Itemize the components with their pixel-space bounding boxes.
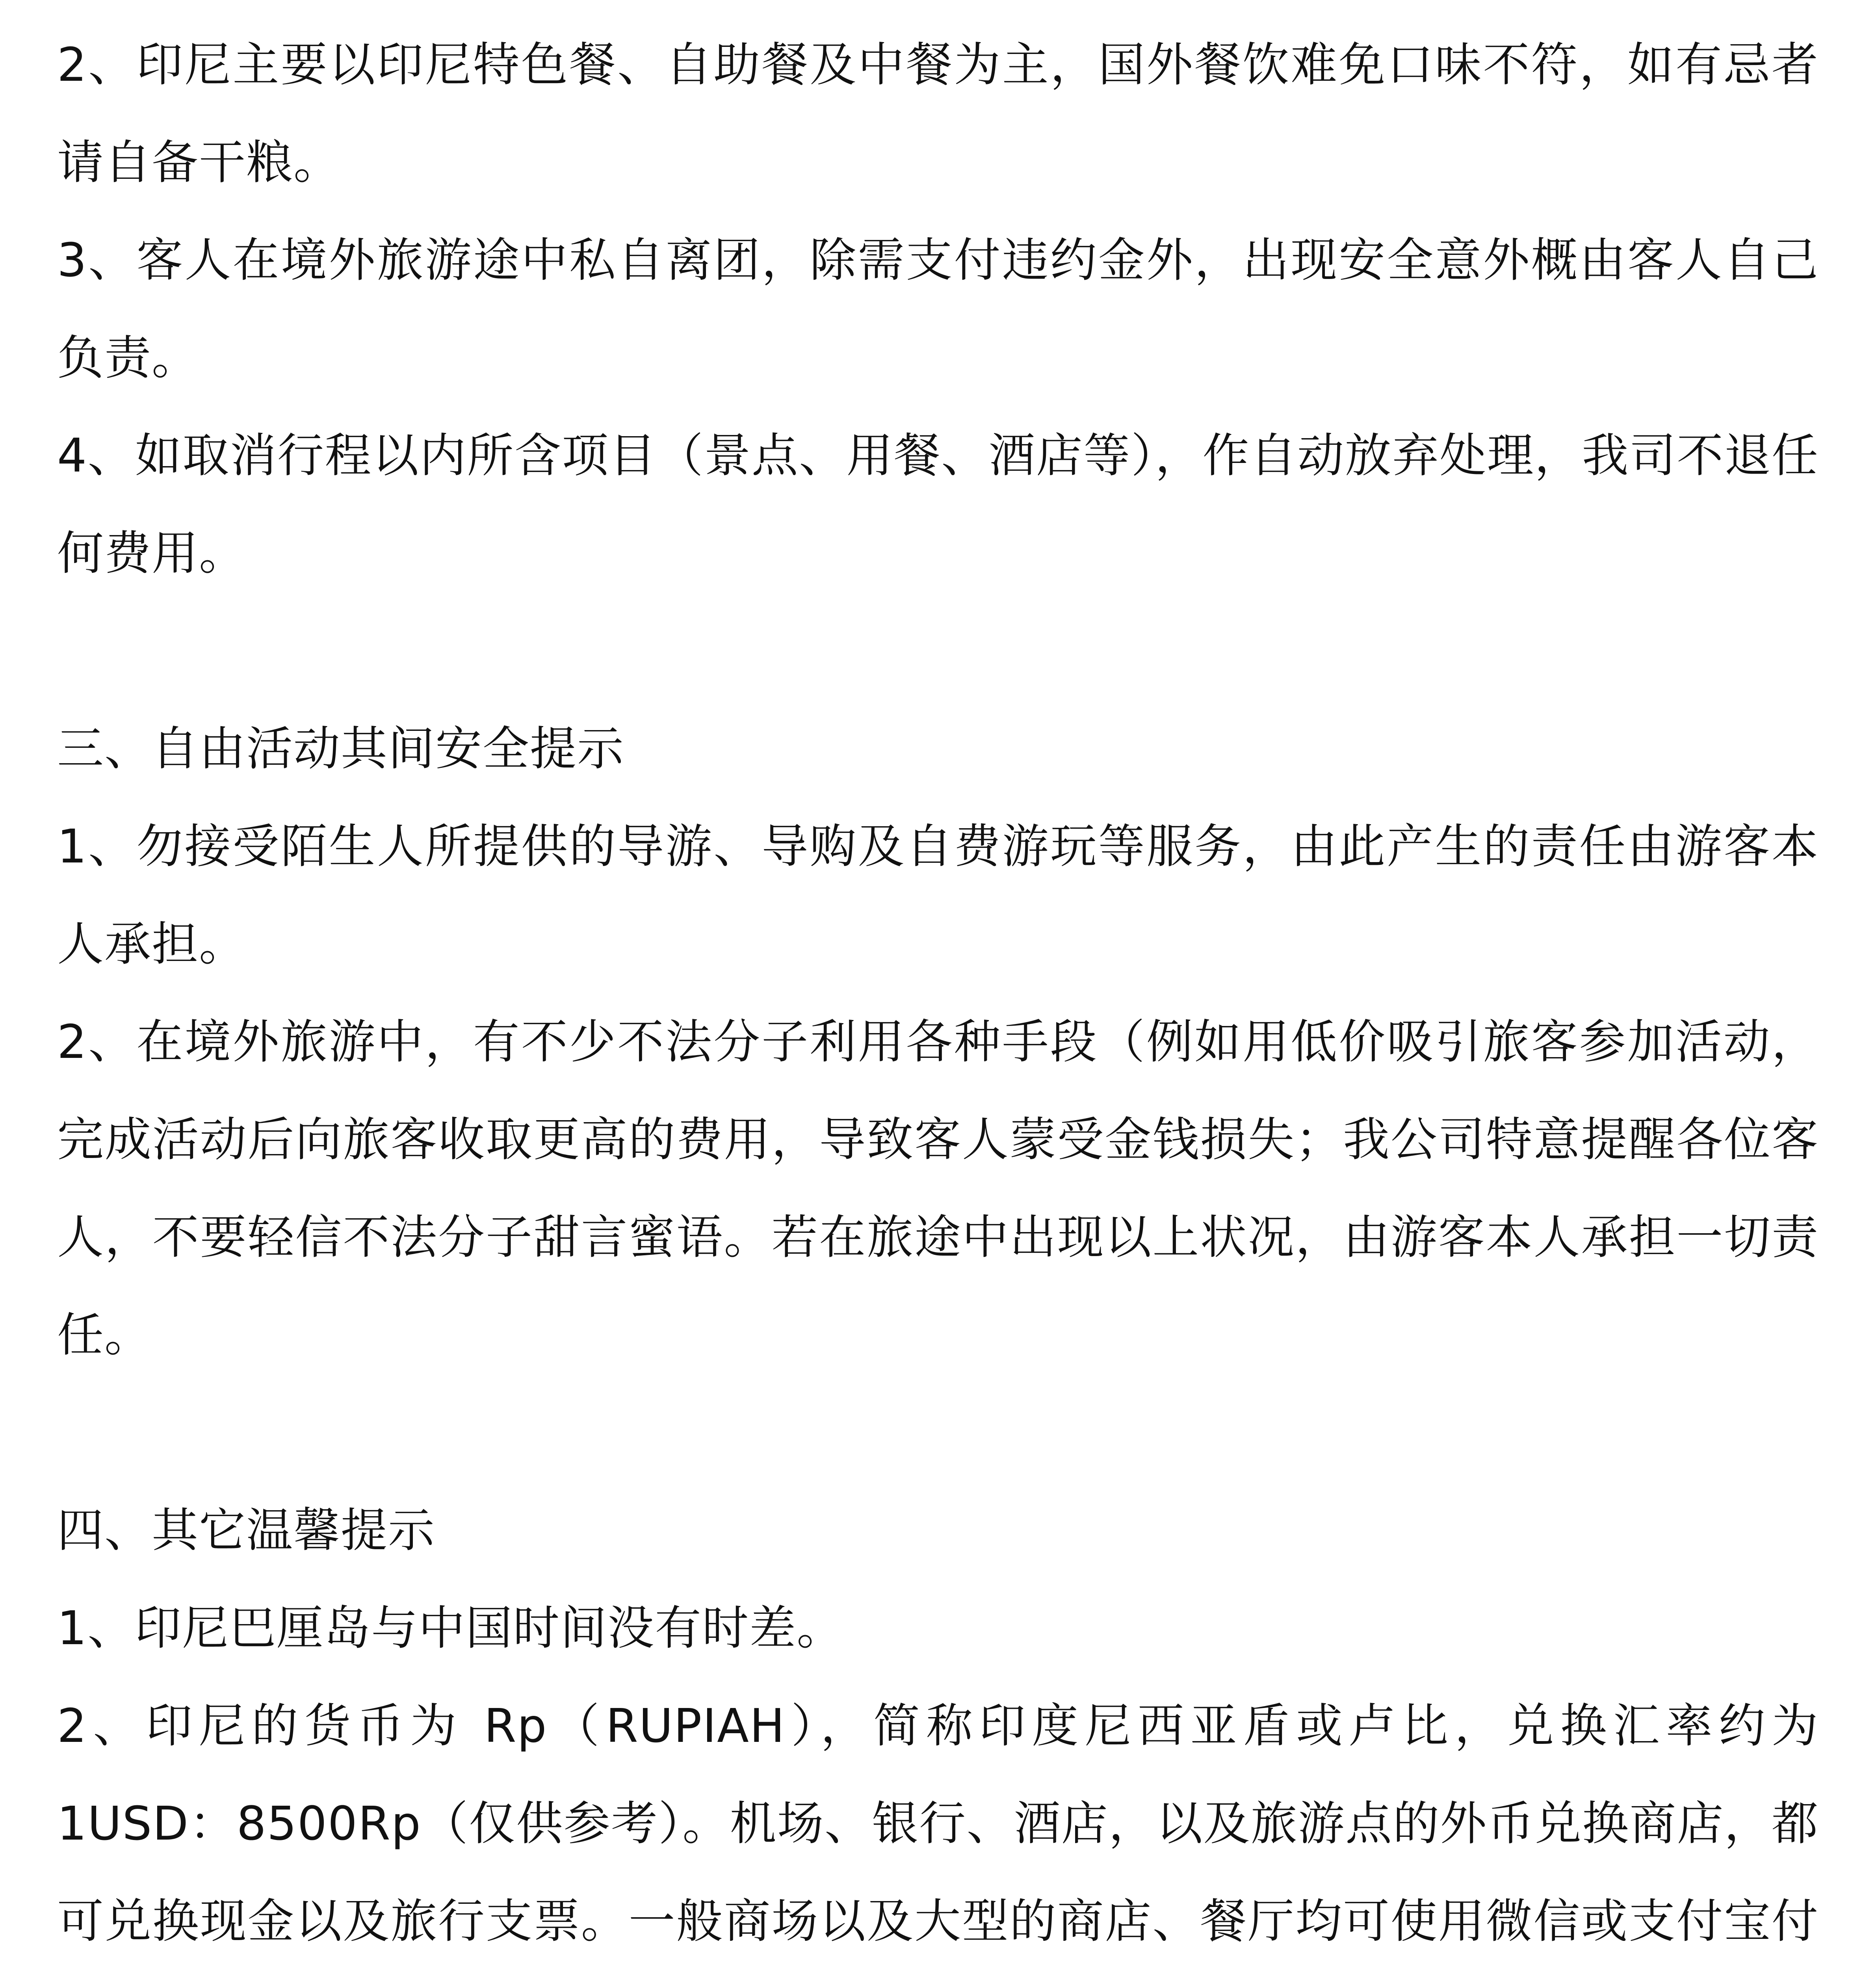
safety-item-1: 1、勿接受陌生人所提供的导游、导购及自费游玩等服务，由此产生的责任由游客本人承担。 (57, 819, 1819, 971)
section-heading-safety: 三、自由活动其间安全提示 (57, 721, 625, 776)
dining-item-4: 4、如取消行程以内所含项目（景点、用餐、酒店等），作自动放弃处理，我司不退任何费用。 (57, 428, 1819, 580)
tips-item-1: 1、印尼巴厘岛与中国时间没有时差。 (57, 1601, 844, 1655)
dining-item-2: 2、印尼主要以印尼特色餐、自助餐及中餐为主，国外餐饮难免口味不符，如有忌者请自备干粮。 (57, 37, 1819, 190)
dining-item-3: 3、客人在境外旅游途中私自离团，除需支付违约金外，出现安全意外概由客人自己负责。 (57, 233, 1819, 385)
safety-item-2: 2、在境外旅游中，有不少不法分子利用各种手段（例如用低价吸引旅客参加活动，完成活动后向旅客收取更高的费用，导致客人蒙受金钱损失；我公司特意提醒各位客人，不要轻信不法分子甜言蜜语。若在旅途中出现以上状况，由游客本人承担一切责任。 (57, 1015, 1819, 1362)
spacer (57, 602, 1819, 700)
spacer (57, 1384, 1819, 1481)
section-heading-tips: 四、其它温馨提示 (57, 1503, 436, 1557)
tips-item-2: 2、印尼的货币为 Rp（RUPIAH），简称印度尼西亚盾或卢比，兑换汇率约为 1USD：8500Rp（仅供参考）。机场、银行、酒店，以及旅游点的外币兑换商店，都可兑换现金以及旅行支票。一般商场以及大型的商店、餐厅均可使用微信或支付宝付 (57, 1699, 1819, 1948)
